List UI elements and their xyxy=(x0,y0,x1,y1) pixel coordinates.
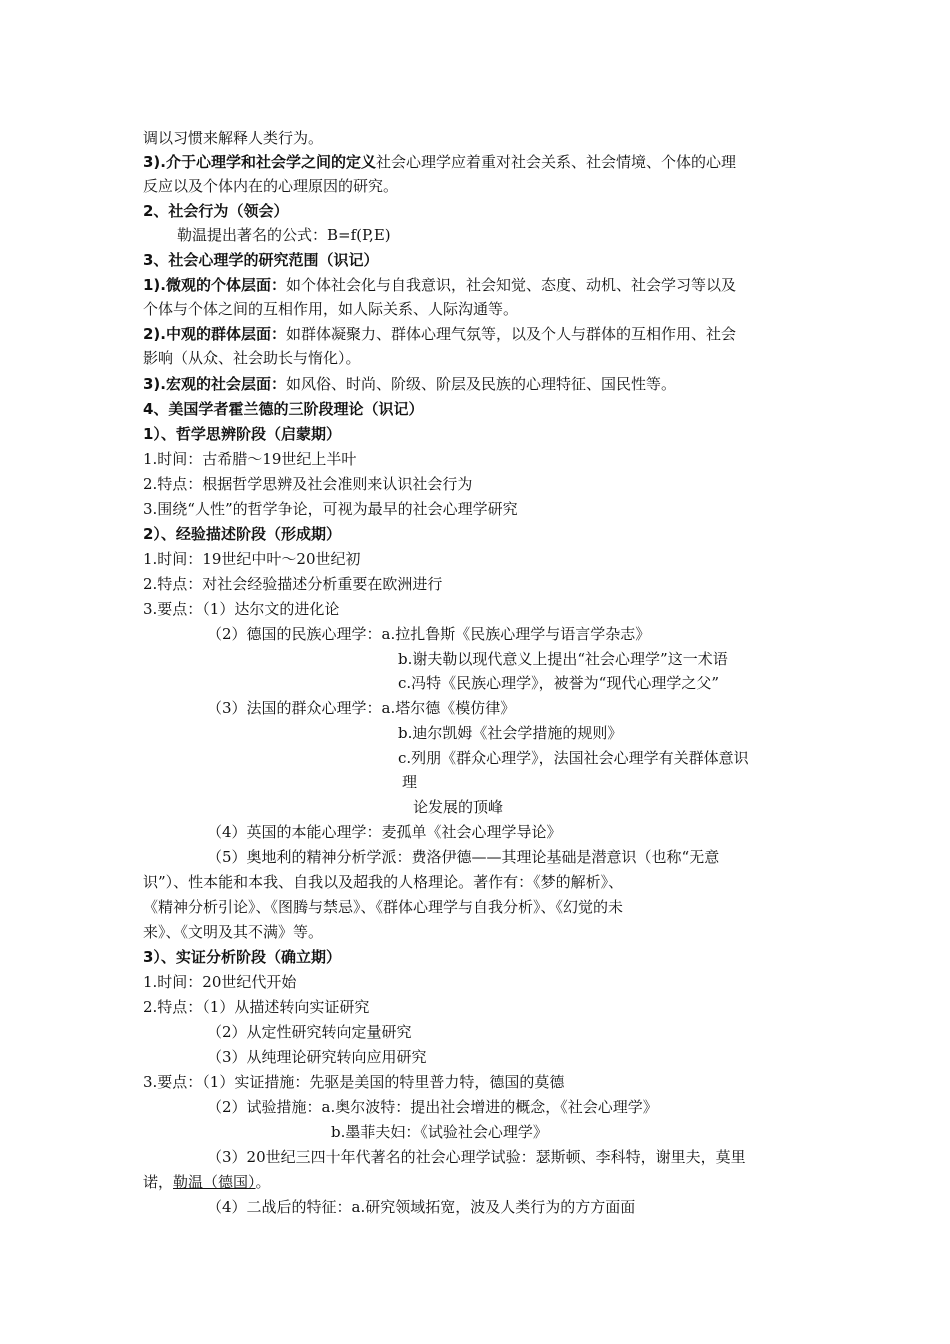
text-line: 调以习惯来解释人类行为。 xyxy=(143,129,324,147)
text-line: 个体与个体之间的互相作用，如人际关系、人际沟通等。 xyxy=(143,300,519,318)
text-line: （4）英国的本能心理学：麦孤单《社会心理学导论》 xyxy=(207,823,562,841)
text-line: （4）二战后的特征：a.研究领域拓宽，波及人类行为的方方面面 xyxy=(207,1198,636,1216)
text-line: 影响（从众、社会助长与惰化）。 xyxy=(143,349,361,367)
text-line: 识”）、性本能和本我、自我以及超我的人格理论。著作有：《梦的解析》、 xyxy=(143,873,624,891)
text-span: 。 xyxy=(255,1173,271,1191)
stage-heading: 2）、经验描述阶段（形成期） xyxy=(143,525,341,543)
text-line: b.谢夫勒以现代意义上提出“社会心理学”这一术语 xyxy=(398,650,728,668)
text-line: 1.时间：古希腊～19世纪上半叶 xyxy=(143,450,357,468)
text-line: 论发展的顶峰 xyxy=(413,798,504,816)
subheading: 2).中观的群体层面： xyxy=(143,325,286,343)
text-line: 1.时间：19世纪中叶～20世纪初 xyxy=(143,550,361,568)
subheading: 1).微观的个体层面： xyxy=(143,276,286,294)
text-line xyxy=(143,1171,271,1193)
text-line: 2.特点：根据哲学思辨及社会准则来认识社会行为 xyxy=(143,475,473,493)
text-line: 3.围绕“人性”的哲学争论，可视为最早的社会心理学研究 xyxy=(143,500,518,518)
text-line: 理 xyxy=(402,773,418,791)
stage-heading: 1）、哲学思辨阶段（启蒙期） xyxy=(143,425,341,443)
text-line xyxy=(143,323,736,345)
text-line: （2）德国的民族心理学：a.拉扎鲁斯《民族心理学与语言学杂志》 xyxy=(207,625,651,643)
definition-text: 社会心理学应着重对社会关系、社会情境、个体的心理 xyxy=(376,153,737,171)
text-span: 诺， xyxy=(143,1173,174,1191)
text-line: 1.时间：20世纪代开始 xyxy=(143,973,297,991)
text-line: （3）从纯理论研究转向应用研究 xyxy=(207,1048,427,1066)
text-line xyxy=(143,151,736,173)
definition-heading: 3).介于心理学和社会学之间的定义 xyxy=(143,153,376,171)
stage-heading: 3）、实证分析阶段（确立期） xyxy=(143,948,341,966)
text-line: b.迪尔凯姆《社会学措施的规则》 xyxy=(398,724,623,742)
text-line: 3.要点：（1）达尔文的进化论 xyxy=(143,600,340,618)
text-span: 如群体凝聚力、群体心理气氛等，以及个人与群体的互相作用、社会 xyxy=(286,325,737,343)
text-line: （3）20世纪三四十年代著名的社会心理学试验：瑟斯顿、李科特，谢里夫，莫里 xyxy=(207,1148,746,1166)
text-line xyxy=(143,274,736,296)
text-line: （3）法国的群众心理学：a.塔尔德《模仿律》 xyxy=(207,699,516,717)
section-heading: 3、社会心理学的研究范围（识记） xyxy=(143,251,379,269)
text-line: 3.要点：（1）实证措施：先驱是美国的特里普力特，德国的莫德 xyxy=(143,1073,565,1091)
text-line: （2）从定性研究转向定量研究 xyxy=(207,1023,412,1041)
section-heading: 4、美国学者霍兰德的三阶段理论（识记） xyxy=(143,400,424,418)
section-heading: 2、社会行为（领会） xyxy=(143,202,289,220)
text-span: 如个体社会化与自我意识，社会知觉、态度、动机、社会学习等以及 xyxy=(286,276,737,294)
text-line: 反应以及个体内在的心理原因的研究。 xyxy=(143,177,399,195)
text-line: 2.特点：对社会经验描述分析重要在欧洲进行 xyxy=(143,575,443,593)
text-line: 《精神分析引论》、《图腾与禁忌》、《群体心理学与自我分析》、《幻觉的未 xyxy=(143,898,624,916)
text-line: 2.特点：（1）从描述转向实证研究 xyxy=(143,998,370,1016)
underlined-name: 勒温（德国） xyxy=(173,1173,256,1191)
text-line: （5）奥地利的精神分析学派：费洛伊德——其理论基础是潜意识（也称“无意 xyxy=(207,848,720,866)
text-line: b.墨菲夫妇：《试验社会心理学》 xyxy=(331,1123,548,1141)
text-span: 如风俗、时尚、阶级、阶层及民族的心理特征、国民性等。 xyxy=(286,375,677,393)
text-line: 来》、《文明及其不满》等。 xyxy=(143,923,324,941)
text-line: 勒温提出著名的公式：B=f(P,E) xyxy=(177,226,391,244)
text-line: c.冯特《民族心理学》，被誉为“现代心理学之父” xyxy=(398,674,720,692)
text-line xyxy=(143,373,676,395)
text-line: （2）试验措施：a.奥尔波特：提出社会增进的概念，《社会心理学》 xyxy=(207,1098,658,1116)
text-line: c.列朋《群众心理学》，法国社会心理学有关群体意识 xyxy=(398,749,749,767)
subheading: 3).宏观的社会层面： xyxy=(143,375,286,393)
